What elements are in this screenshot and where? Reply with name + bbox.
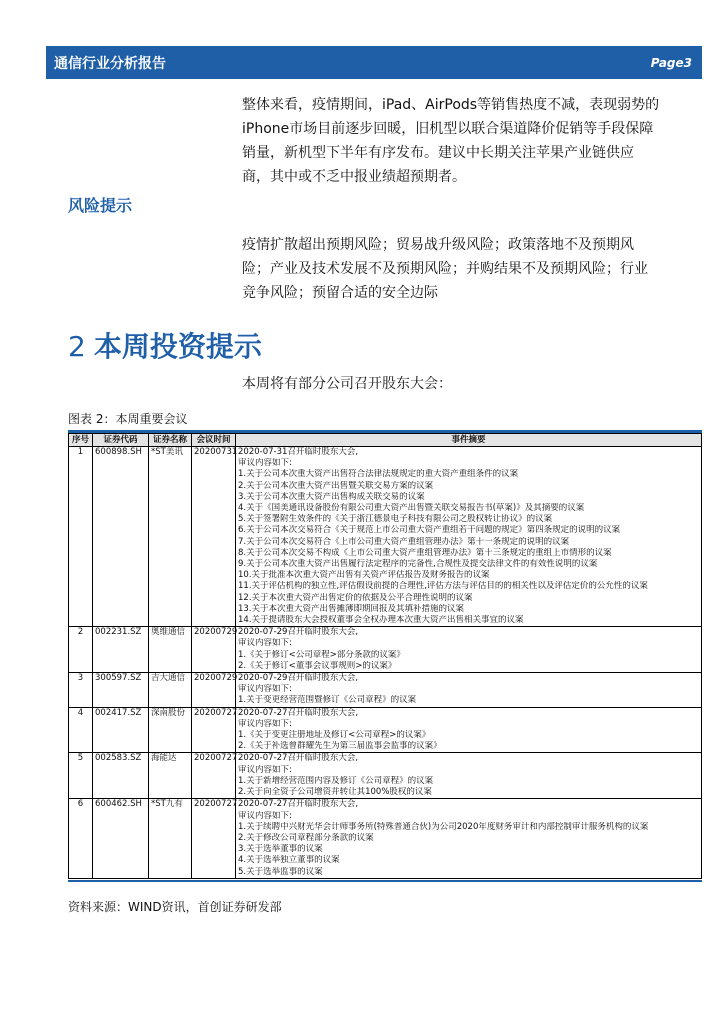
summary-line: 12.关于本次重大资产出售定价的依据及公平合理性说明的议案 bbox=[238, 592, 473, 603]
row-name: 海能达 bbox=[149, 753, 192, 799]
summary-line: 4.关于《国美通讯设备股份有限公司重大资产出售暨关联交易报告书(草案)》及其摘要的议案 bbox=[238, 503, 585, 514]
table-row bbox=[69, 799, 702, 878]
summary-line: 2020-07-31召开临时股东大会, bbox=[238, 447, 359, 457]
summary-line: 2020-07-27召开临时股东大会, bbox=[238, 707, 359, 718]
summary-line: 2.《关于补选曾群耀先生为第三届监事会监事的议案》 bbox=[238, 741, 442, 752]
summary-line: 1.关于公司本次重大资产出售符合法律法规规定的重大资产重组条件的议案 bbox=[238, 469, 519, 480]
row-code: 002417.SZ bbox=[93, 707, 149, 753]
table-row bbox=[69, 707, 702, 753]
header-no: 序号 bbox=[69, 434, 93, 447]
row-code: 300597.SZ bbox=[93, 673, 149, 708]
summary-line: 1.《关于变更注册地址及修订<公司章程>的议案》 bbox=[238, 730, 431, 741]
risk-paragraph: 疫情扩散超出预期风险；贸易战升级风险；政策落地不及预期风险；产业及技术发展不及预期风险；并购结果不及预期风险；行业竞争风险；预留合适的安全边际 bbox=[242, 237, 648, 301]
summary-line: 审议内容如下: bbox=[238, 718, 292, 729]
summary-line: 14.关于提请股东大会授权董事会全权办理本次重大资产出售相关事宜的议案 bbox=[238, 615, 524, 626]
source-note: 资料来源：WIND资讯，首创证券研发部 bbox=[68, 900, 282, 914]
summary-line: 1.关于新增经营范围内容及修订《公司章程》的议案 bbox=[238, 775, 434, 786]
row-code: 600898.SH bbox=[93, 447, 149, 627]
summary-line: 2020-07-29召开临时股东大会, bbox=[238, 673, 359, 684]
summary-line: 审议内容如下: bbox=[238, 810, 292, 821]
section-title: 本周投资提示 bbox=[93, 330, 262, 363]
header-code: 证券代码 bbox=[93, 434, 149, 447]
row-summary bbox=[236, 627, 702, 673]
table-body bbox=[69, 447, 702, 879]
table-row bbox=[69, 753, 702, 799]
row-no: 6 bbox=[69, 799, 93, 878]
summary-line: 审议内容如下: bbox=[238, 458, 292, 469]
row-date: 20200727 bbox=[192, 707, 236, 753]
summary-line: 1.关于续聘中兴财光华会计师事务所(特殊普通合伙)为公司2020年度财务审计和内部控制审计服务机构的议案 bbox=[238, 821, 649, 832]
summary-line: 2.关于向全资子公司增资并转让其100%股权的议案 bbox=[238, 787, 432, 798]
summary-line: 8.关于公司本次交易不构成《上市公司重大资产重组管理办法》第十三条规定的重组上市情形的议案 bbox=[238, 547, 612, 558]
section-number: 2 bbox=[68, 330, 86, 363]
header-name: 证券名称 bbox=[149, 434, 192, 447]
row-no: 4 bbox=[69, 707, 93, 753]
row-summary bbox=[236, 673, 702, 708]
meetings-table-wrap bbox=[68, 430, 702, 882]
summary-line: 5.关于选举监事的议案 bbox=[238, 866, 323, 877]
summary-line: 5.关于签署附生效条件的《关于浙江德景电子科技有限公司之股权转让协议》的议案 bbox=[238, 514, 553, 525]
table-row bbox=[69, 673, 702, 708]
figure-caption: 图表 2：本周重要会议 bbox=[68, 412, 188, 426]
summary-line: 13.关于本次重大资产出售摊薄即期回报及其填补措施的议案 bbox=[238, 603, 465, 614]
row-name: *ST九有 bbox=[149, 799, 192, 878]
row-code: 002583.SZ bbox=[93, 753, 149, 799]
row-date: 20200727 bbox=[192, 753, 236, 799]
section-heading bbox=[68, 325, 262, 365]
page-number: Page3 bbox=[650, 55, 692, 70]
table-row bbox=[69, 627, 702, 673]
summary-line: 6.关于公司本次交易符合《关于规范上市公司重大资产重组若干问题的规定》第四条规定的说明的议案 bbox=[238, 525, 621, 536]
summary-line: 2.关于修改公司章程部分条款的议案 bbox=[238, 832, 374, 843]
table-bottom-rule bbox=[68, 880, 702, 882]
row-no: 1 bbox=[69, 447, 93, 627]
row-no: 3 bbox=[69, 673, 93, 708]
meetings-table bbox=[68, 433, 702, 879]
row-name: 吉大通信 bbox=[149, 673, 192, 708]
summary-line: 3.关于选举董事的议案 bbox=[238, 844, 323, 855]
summary-line: 11.关于评估机构的独立性,评估假设前提的合理性,评估方法与评估目的的相关性以及评估定价的公允性的议案 bbox=[238, 581, 648, 592]
row-no: 5 bbox=[69, 753, 93, 799]
summary-line: 3.关于公司本次重大资产出售构成关联交易的议案 bbox=[238, 491, 425, 502]
summary-line: 2020-07-27召开临时股东大会, bbox=[238, 753, 359, 764]
summary-line: 审议内容如下: bbox=[238, 764, 292, 775]
row-summary bbox=[236, 799, 702, 878]
summary-line: 审议内容如下: bbox=[238, 638, 292, 649]
row-date: 20200729 bbox=[192, 673, 236, 708]
row-date: 20200729 bbox=[192, 627, 236, 673]
summary-line: 审议内容如下: bbox=[238, 684, 292, 695]
header-summary: 事件摘要 bbox=[236, 434, 702, 447]
row-name: *ST美讯 bbox=[149, 447, 192, 627]
summary-paragraph: 整体来看，疫情期间，iPad、AirPods等销售热度不减，表现弱势的iPhone市场目前逐步回暖，旧机型以联合渠道降价促销等手段保障销量，新机型下半年有序发布。建议中长期关注苹果产业链供应商，其中或不乏中报业绩超预期者。 bbox=[242, 97, 660, 185]
table-row bbox=[69, 447, 702, 627]
row-code: 002231.SZ bbox=[93, 627, 149, 673]
summary-line: 1.关于变更经营范围暨修订《公司章程》的议案 bbox=[238, 695, 417, 706]
summary-line: 7.关于公司本次交易符合《上市公司重大资产重组管理办法》第十一条规定的说明的议案 bbox=[238, 536, 570, 547]
summary-line: 9.关于公司本次重大资产出售履行法定程序的完备性,合规性及提交法律文件的有效性说明的议案 bbox=[238, 559, 598, 570]
row-summary bbox=[236, 707, 702, 753]
header-bar bbox=[46, 46, 702, 79]
row-date: 20200731 bbox=[192, 447, 236, 627]
risk-heading: 风险提示 bbox=[68, 196, 133, 215]
row-name: 深南股份 bbox=[149, 707, 192, 753]
row-name: 奥维通信 bbox=[149, 627, 192, 673]
summary-line: 2020-07-27召开临时股东大会, bbox=[238, 799, 359, 810]
summary-line: 4.关于选举独立董事的议案 bbox=[238, 855, 340, 866]
row-date: 20200727 bbox=[192, 799, 236, 878]
summary-line: 10.关于批准本次重大资产出售有关资产评估报告及财务报告的议案 bbox=[238, 570, 490, 581]
summary-line: 1.《关于修订<公司章程>部分条款的议案》 bbox=[238, 649, 405, 660]
section-intro: 本周将有部分公司召开股东大会： bbox=[242, 376, 452, 392]
summary-line: 2.《关于修订<董事会议事规则>的议案》 bbox=[238, 660, 397, 671]
row-summary bbox=[236, 447, 702, 627]
header-date: 会议时间 bbox=[192, 434, 236, 447]
table-header-row bbox=[69, 434, 702, 447]
row-summary bbox=[236, 753, 702, 799]
report-title: 通信行业分析报告 bbox=[54, 55, 166, 72]
summary-line: 2020-07-29召开临时股东大会, bbox=[238, 627, 359, 638]
summary-line: 2.关于公司本次重大资产出售暨关联交易方案的议案 bbox=[238, 480, 434, 491]
row-no: 2 bbox=[69, 627, 93, 673]
row-code: 600462.SH bbox=[93, 799, 149, 878]
